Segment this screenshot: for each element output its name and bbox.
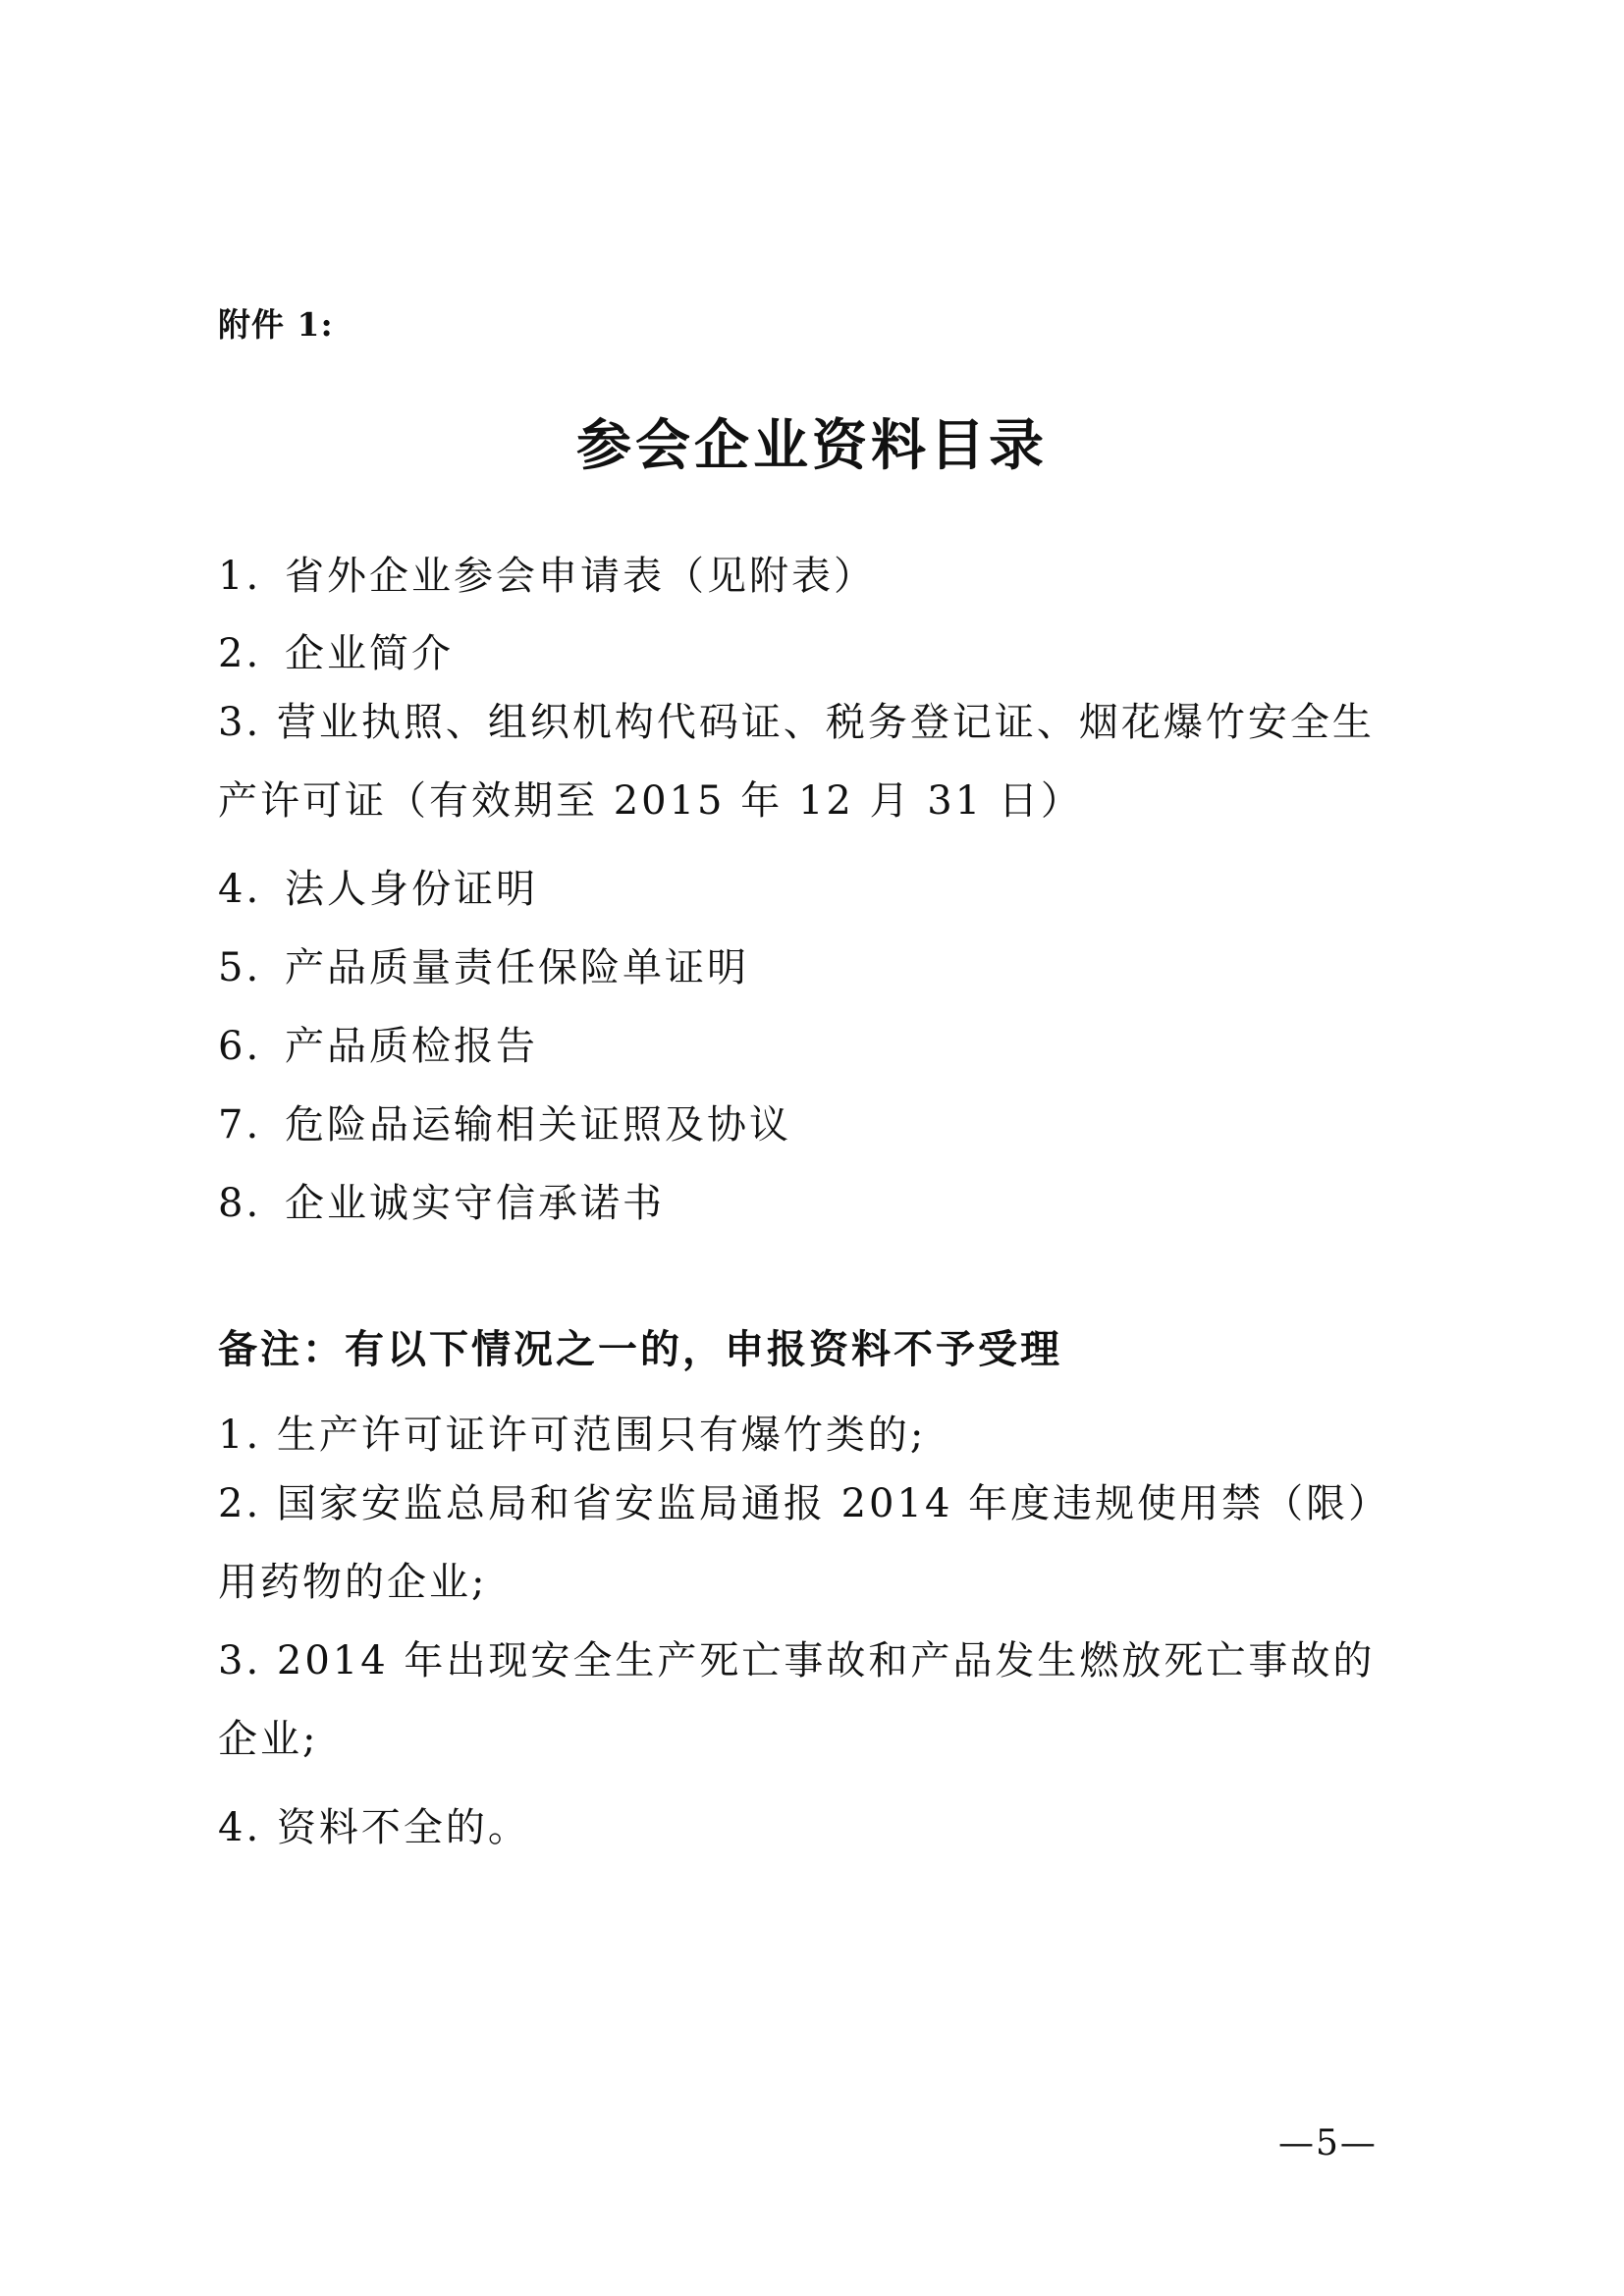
list-item [218, 1015, 538, 1071]
list-item [218, 545, 876, 601]
note-item: 4. 资料不全的。 [218, 1805, 530, 1850]
list-item-number: 7. [218, 1102, 262, 1148]
list-item-text: 产品质量责任保险单证明 [285, 945, 749, 990]
note-item: 1. 生产许可证许可范围只有爆竹类的; [218, 1413, 927, 1458]
list-item-text: 省外企业参会申请表（见附表） [285, 554, 876, 599]
list-item-text: 企业诚实守信承诺书 [285, 1181, 665, 1226]
list-item-number: 5. [218, 945, 262, 990]
list-item-text: 法人身份证明 [285, 867, 538, 912]
list-item-number: 2. [218, 631, 262, 676]
list-item [218, 1094, 791, 1149]
document-title: 参会企业资料目录 [576, 413, 1048, 478]
note-item: 2. 国家安监总局和省安监局通报 2014 年度违规使用禁（限）用药物的企业; [218, 1481, 1391, 1605]
list-item-number: 6. [218, 1024, 262, 1069]
note-heading: 备注：有以下情况之一的，申报资料不予受理 [218, 1326, 1062, 1372]
list-item-text: 危险品运输相关证照及协议 [285, 1102, 791, 1148]
list-item-text: 营业执照、组织机构代码证、税务登记证、烟花爆竹安全生产许可证（有效期至 2015 年 12 月 31 日） [218, 700, 1375, 824]
list-item-number: 8. [218, 1181, 262, 1226]
list-item [218, 1172, 665, 1228]
page-number: —5— [1278, 2123, 1378, 2163]
list-item-number: 4. [218, 867, 262, 912]
list-item-number: 1. [218, 554, 262, 599]
list-item [218, 622, 454, 678]
list-item-number: 3. [218, 700, 262, 745]
list-item-text: 企业简介 [285, 631, 454, 676]
note-item: 3. 2014 年出现安全生产死亡事故和产品发生燃放死亡事故的企业; [218, 1638, 1376, 1762]
list-item [218, 683, 1416, 840]
attachment-label: 附件 1: [218, 305, 334, 344]
list-item [218, 936, 749, 992]
list-item [218, 858, 538, 914]
list-item-text: 产品质检报告 [285, 1024, 538, 1069]
